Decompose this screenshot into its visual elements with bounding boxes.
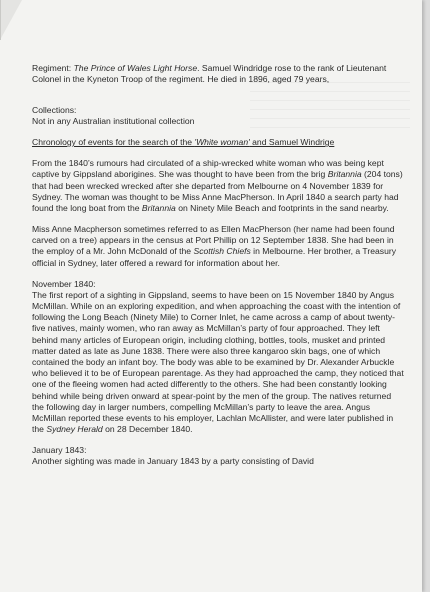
chronology-prefix: Chronology of events for the search of the — [32, 137, 195, 148]
january-heading: January 1843: — [32, 445, 87, 456]
macpherson-text-2: in Melbourne. Her brother, a Treasury official in Sydney, later offered a reward for information about her. — [32, 246, 397, 268]
chronology-heading — [32, 137, 404, 148]
november-text-2: on 28 December 1840. — [102, 424, 193, 435]
collections-text: Not in any Australian institutional collection — [32, 116, 195, 127]
chronology-italic: 'White woman' — [194, 137, 250, 148]
document-body — [32, 63, 404, 468]
regiment-text: . Samuel Windridge rose to the rank of Lieutenant Colonel in the Kyneton Troop of the regiment. He died in 1896, aged 79 years, — [32, 63, 387, 85]
november-paragraph — [32, 290, 404, 436]
macpherson-paragraph — [32, 224, 404, 269]
rumours-text-3: on Ninety Mile Beach and footprints in the sand nearby. — [175, 203, 389, 214]
folded-corner — [0, 0, 22, 40]
macpherson-text-1: Miss Anne Macpherson sometimes referred to as Ellen MacPherson (her name had been found carved on a tree) appears in the census at Port Phillip on 12 September 1838. She had been in the employ of a Mr. John McDonald of the — [32, 224, 395, 257]
sydney-herald: Sydney Herald — [46, 424, 103, 435]
scottish-chiefs: Scottish Chiefs — [193, 246, 251, 257]
ship-name-2: Britannia — [141, 203, 176, 214]
regiment-name: The Prince of Wales Light Horse — [73, 63, 198, 73]
ship-name-1: Britannia — [327, 169, 362, 180]
rumours-text-2: (204 tons) that had been wrecked wrecked after she departed from Melbourne on 4 November 1839 for Sydney. The woman was thought to be Miss Anne MacPherson. In April 1840 a search party had found the long boat from the — [32, 169, 403, 214]
collections-heading: Collections: — [32, 105, 77, 115]
november-text-1: The first report of a sighting in Gippsland, seems to have been on 15 November 1840 by Angus McMillan. While on an exploring expedition, and when approaching the coast with the intention of following the Long Beach (Ninety Mile) to Corner Inlet, he came across a camp of about twenty-five natives, mainly women, who ran away as McMillan’s party of four approached. They left behind many articles of European origin, including clothing, bottles, tools, musket and printed matter dated as late as June 1838. There were also three kangaroo skin bags, one of which contained the body an infant boy. The body was able to be examined by Dr. Alexander Arbuckle who believed it to be of European parentage. As they had approached the camp, they noticed that one of the fleeing women had acted differently to the others. She had been constantly looking behind while being driven onward at spear-point by the men of the group. The natives returned the following day in larger numbers, compelling McMillan’s party to leave the area. Angus McMillan reported these events to his employer, Lachlan McAllister, and were later published in the — [32, 289, 404, 435]
regiment-label: Regiment: — [32, 63, 74, 73]
rumours-paragraph — [32, 158, 404, 214]
regiment-paragraph — [32, 63, 404, 85]
november-heading: November 1840: — [32, 278, 96, 289]
chronology-suffix: and Samuel Windrige — [249, 137, 335, 148]
rumours-text-1: From the 1840’s rumours had circulated of a ship-wrecked white woman who was being kept captive by Gippsland aborigines. She was thought to have been from the brig — [32, 158, 384, 180]
january-text: Another sighting was made in January 1843 by a party consisting of David — [32, 456, 314, 467]
